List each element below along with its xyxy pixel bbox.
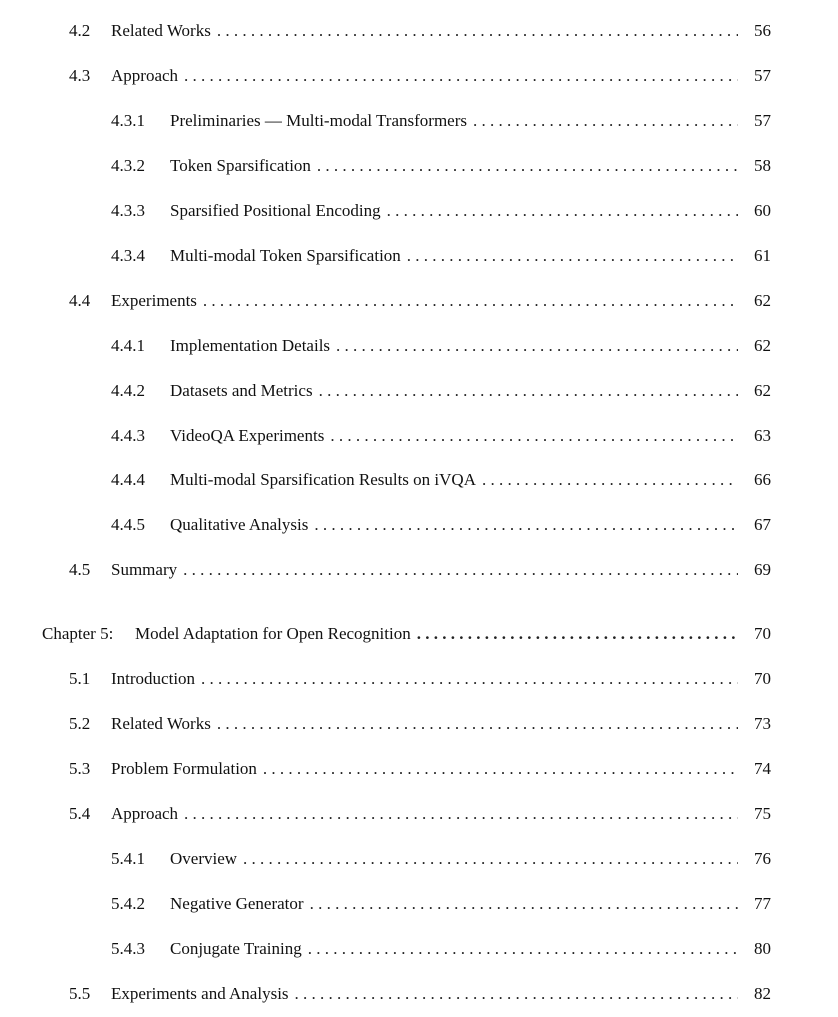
toc-entry-5-4-2[interactable] — [0, 892, 838, 916]
toc-entry-page: 57 — [754, 111, 771, 130]
toc-entry-number: 4.3 — [69, 66, 91, 85]
toc-entry-number: 4.5 — [69, 560, 91, 579]
toc-entry-title: Related Works — [111, 714, 211, 733]
toc-entry-title: Multi-modal Token Sparsification — [170, 246, 401, 265]
toc-entry-page: 73 — [754, 714, 771, 733]
toc-entry-5-4-3[interactable] — [0, 937, 838, 961]
dot-leader — [183, 558, 738, 582]
dot-leader — [330, 424, 738, 448]
toc-entry-4-5[interactable] — [0, 558, 838, 582]
toc-entry-number: 5.3 — [69, 759, 91, 778]
toc-entry-5-3[interactable] — [0, 757, 838, 781]
toc-entry-title: Qualitative Analysis — [170, 515, 309, 534]
dot-leader — [217, 19, 738, 43]
toc-entry-title: Introduction — [111, 669, 196, 688]
toc-entry-title: Token Sparsification — [170, 156, 311, 175]
toc-entry-title: Datasets and Metrics — [170, 381, 313, 400]
toc-entry-4-4-2[interactable] — [0, 379, 838, 403]
toc-entry-number: 4.4.3 — [111, 426, 145, 445]
dot-leader — [317, 154, 738, 178]
dot-leader — [295, 982, 738, 1006]
toc-entry-number: 4.4.5 — [111, 515, 145, 534]
toc-entry-title: Implementation Details — [170, 336, 331, 355]
toc-entry-title: Experiments and Analysis — [111, 984, 289, 1003]
dot-leader — [473, 109, 738, 133]
toc-entry-4-4[interactable] — [0, 289, 838, 313]
toc-entry-number: 4.4.4 — [111, 470, 145, 489]
dot-leader — [263, 757, 738, 781]
toc-entry-title: Problem Formulation — [111, 759, 257, 778]
toc-entry-title: Overview — [170, 849, 238, 868]
toc-entry-number: 5.4.2 — [111, 894, 145, 913]
toc-entry-title: VideoQA Experiments — [170, 426, 325, 445]
toc-entry-page: 62 — [754, 381, 771, 400]
toc-entry-4-3-1[interactable] — [0, 109, 838, 133]
toc-entry-page: 63 — [754, 426, 771, 445]
toc-entry-4-4-3[interactable] — [0, 424, 838, 448]
toc-entry-page: 62 — [754, 336, 771, 355]
dot-leader — [308, 937, 738, 961]
toc-entry-page: 82 — [754, 984, 771, 1003]
toc-entry-page: 74 — [754, 759, 771, 778]
dot-leader — [310, 892, 738, 916]
toc-entry-number: 4.3.4 — [111, 246, 145, 265]
toc-entry-number: 4.2 — [69, 21, 91, 40]
toc-entry-number: 4.3.1 — [111, 111, 145, 130]
toc-entry-number: 5.4.1 — [111, 849, 145, 868]
toc-entry-page: 69 — [754, 560, 771, 579]
toc-entry-title: Sparsified Positional Encoding — [170, 201, 381, 220]
toc-entry-page: 62 — [754, 291, 771, 310]
toc-entry-number: 4.3.3 — [111, 201, 145, 220]
toc-entry-page: 75 — [754, 804, 771, 823]
dot-leader — [336, 334, 738, 358]
dot-leader — [319, 379, 738, 403]
toc-entry-4-4-1[interactable] — [0, 334, 838, 358]
toc-entry-5-2[interactable] — [0, 712, 838, 736]
toc-chapter-title: Model Adaptation for Open Recognition — [135, 624, 411, 643]
toc-entry-page: 66 — [754, 470, 771, 489]
toc-entry-title: Approach — [111, 804, 179, 823]
dot-leader — [482, 468, 738, 492]
toc-entry-title: Multi-modal Sparsification Results on iVQA — [170, 470, 476, 489]
toc-entry-5-5[interactable] — [0, 982, 838, 1006]
toc-entry-number: 5.2 — [69, 714, 91, 733]
toc-entry-title: Experiments — [111, 291, 197, 310]
toc-entry-4-4-5[interactable] — [0, 513, 838, 537]
toc-entry-5-4-1[interactable] — [0, 847, 838, 871]
dot-leader — [217, 712, 738, 736]
dot-leader — [417, 622, 738, 646]
toc-entry-4-4-4[interactable] — [0, 468, 838, 492]
dot-leader — [387, 199, 738, 223]
toc-entry-4-3-2[interactable] — [0, 154, 838, 178]
toc-entry-chapter-5[interactable] — [0, 622, 838, 646]
dot-leader — [184, 802, 738, 826]
toc-entry-5-4[interactable] — [0, 802, 838, 826]
toc-entry-page: 56 — [754, 21, 771, 40]
dot-leader — [203, 289, 738, 313]
toc-entry-5-1[interactable] — [0, 667, 838, 691]
toc-entry-title: Summary — [111, 560, 178, 579]
toc-entry-page: 77 — [754, 894, 771, 913]
toc-entry-number: 5.4.3 — [111, 939, 145, 958]
toc-entry-page: 61 — [754, 246, 771, 265]
toc-entry-page: 70 — [754, 669, 771, 688]
toc-entry-number: 4.3.2 — [111, 156, 145, 175]
toc-entry-page: 67 — [754, 515, 771, 534]
toc-chapter-number: Chapter 5: — [42, 624, 114, 643]
toc-entry-page: 60 — [754, 201, 771, 220]
toc-entry-number: 4.4 — [69, 291, 91, 310]
toc-entry-4-3-4[interactable] — [0, 244, 838, 268]
toc-entry-number: 4.4.1 — [111, 336, 145, 355]
toc-entry-title: Negative Generator — [170, 894, 304, 913]
dot-leader — [184, 64, 738, 88]
dot-leader — [314, 513, 738, 537]
toc-entry-title: Related Works — [111, 21, 211, 40]
toc-entry-page: 70 — [754, 624, 771, 643]
toc-entry-title: Conjugate Training — [170, 939, 302, 958]
toc-entry-title: Preliminaries — Multi-modal Transformers — [170, 111, 468, 130]
toc-entry-page: 76 — [754, 849, 771, 868]
dot-leader — [243, 847, 738, 871]
toc-entry-number: 5.4 — [69, 804, 91, 823]
toc-entry-number: 5.1 — [69, 669, 91, 688]
toc-entry-page: 80 — [754, 939, 771, 958]
toc-entry-page: 57 — [754, 66, 771, 85]
toc-entry-title: Approach — [111, 66, 179, 85]
toc-entry-page: 58 — [754, 156, 771, 175]
toc-entry-4-3-3[interactable] — [0, 199, 838, 223]
dot-leader — [407, 244, 738, 268]
toc-entry-4-3[interactable] — [0, 64, 838, 88]
toc-entry-number: 5.5 — [69, 984, 91, 1003]
dot-leader — [201, 667, 738, 691]
toc-entry-number: 4.4.2 — [111, 381, 145, 400]
toc-entry-4-2[interactable] — [0, 19, 838, 43]
